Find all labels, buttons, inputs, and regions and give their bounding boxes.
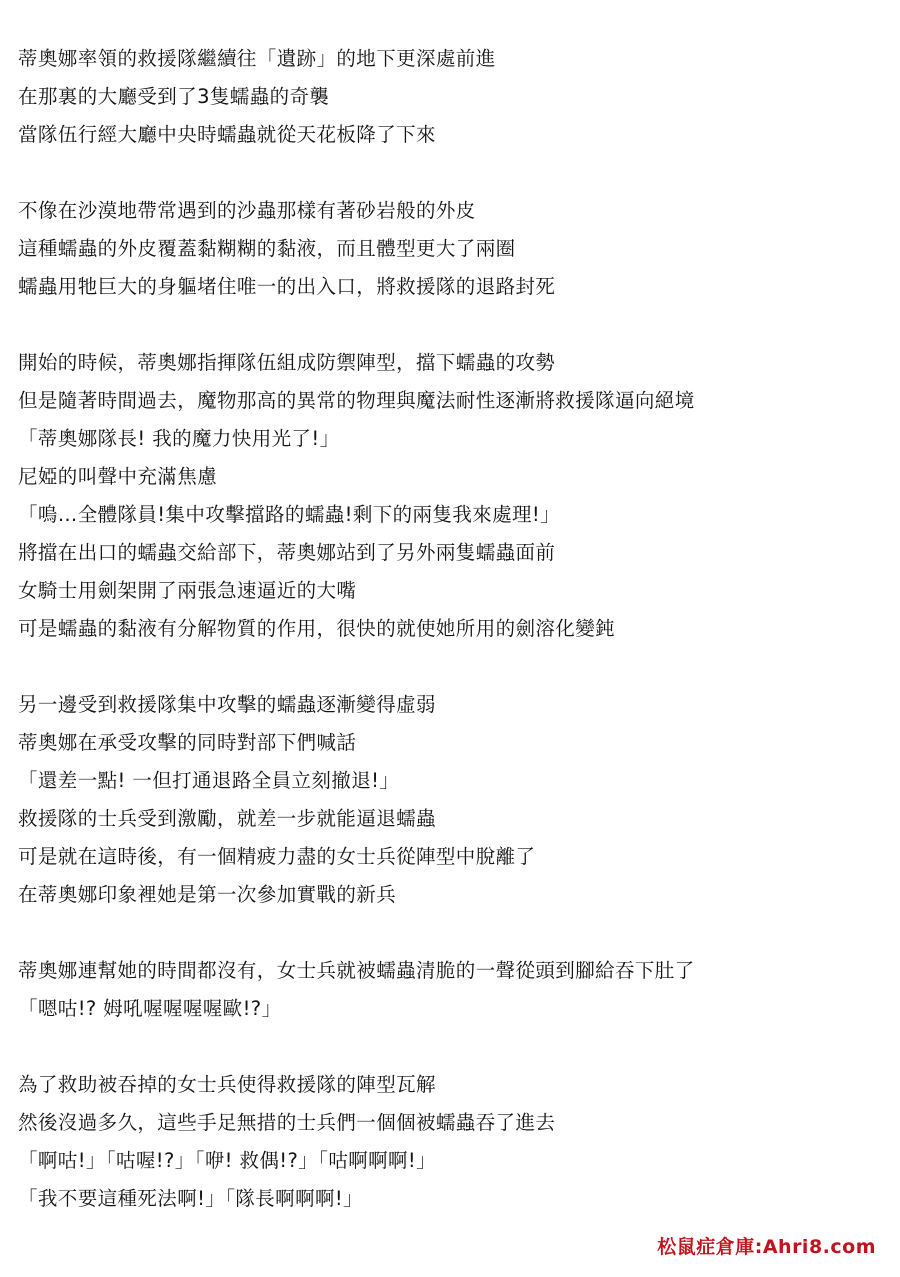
text-line: 救援隊的士兵受到激勵，就差一步就能逼退蠕蟲 xyxy=(18,807,436,830)
text-line: 將擋在出口的蠕蟲交給部下，蒂奧娜站到了另外兩隻蠕蟲面前 xyxy=(18,541,556,564)
text-line: 為了救助被吞掉的女士兵使得救援隊的陣型瓦解 xyxy=(18,1073,436,1096)
text-line: 「我不要這種死法啊!」「隊長啊啊啊!」 xyxy=(18,1187,363,1210)
text-line: 尼婭的叫聲中充滿焦慮 xyxy=(18,465,218,488)
text-line: 「嗯咕!? 姆吼喔喔喔喔歐!?」 xyxy=(18,997,282,1020)
text-line: 可是就在這時後，有一個精疲力盡的女士兵從陣型中脫離了 xyxy=(18,845,536,868)
text-line: 蒂奧娜在承受攻擊的同時對部下們喊話 xyxy=(18,731,357,754)
paragraph xyxy=(18,192,882,306)
story-text xyxy=(18,40,882,1218)
watermark: 松鼠症倉庫:Ahri8.com xyxy=(657,1236,876,1258)
text-line: 蠕蟲用牠巨大的身軀堵住唯一的出入口，將救援隊的退路封死 xyxy=(18,275,556,298)
paragraph xyxy=(18,952,882,1028)
text-line: 開始的時候，蒂奧娜指揮隊伍組成防禦陣型，擋下蠕蟲的攻勢 xyxy=(18,351,556,374)
text-line: 蒂奧娜率領的救援隊繼續往「遺跡」的地下更深處前進 xyxy=(18,47,496,70)
text-line: 不像在沙漠地帶常遇到的沙蟲那樣有著砂岩般的外皮 xyxy=(18,199,476,222)
text-line: 「還差一點! 一但打通退路全員立刻撤退!」 xyxy=(18,769,400,792)
text-line: 當隊伍行經大廳中央時蠕蟲就從天花板降了下來 xyxy=(18,123,436,146)
text-line: 這種蠕蟲的外皮覆蓋黏糊糊的黏液，而且體型更大了兩圈 xyxy=(18,237,516,260)
text-line: 蒂奧娜連幫她的時間都沒有，女士兵就被蠕蟲清脆的一聲從頭到腳給吞下肚了 xyxy=(18,959,695,982)
paragraph xyxy=(18,1066,882,1218)
text-line: 另一邊受到救援隊集中攻擊的蠕蟲逐漸變得虛弱 xyxy=(18,693,436,716)
text-line: 女騎士用劍架開了兩張急速逼近的大嘴 xyxy=(18,579,357,602)
text-line: 在那裏的大廳受到了3隻蠕蟲的奇襲 xyxy=(18,85,330,108)
text-line: 在蒂奧娜印象裡她是第一次參加實戰的新兵 xyxy=(18,883,397,906)
text-line: 「蒂奧娜隊長! 我的魔力快用光了!」 xyxy=(18,427,340,450)
text-line: 「嗚…全體隊員!集中攻擊擋路的蠕蟲!剩下的兩隻我來處理!」 xyxy=(18,503,561,526)
paragraph xyxy=(18,40,882,154)
paragraph xyxy=(18,344,882,648)
text-line: 但是隨著時間過去，魔物那高的異常的物理與魔法耐性逐漸將救援隊逼向絕境 xyxy=(18,389,695,412)
paragraph xyxy=(18,686,882,914)
text-line: 「啊咕!」「咕喔!?」「咿! 救偶!?」「咕啊啊啊!」 xyxy=(18,1149,437,1172)
text-line: 可是蠕蟲的黏液有分解物質的作用，很快的就使她所用的劍溶化變鈍 xyxy=(18,617,616,640)
text-line: 然後沒過多久，這些手足無措的士兵們一個個被蠕蟲吞了進去 xyxy=(18,1111,556,1134)
